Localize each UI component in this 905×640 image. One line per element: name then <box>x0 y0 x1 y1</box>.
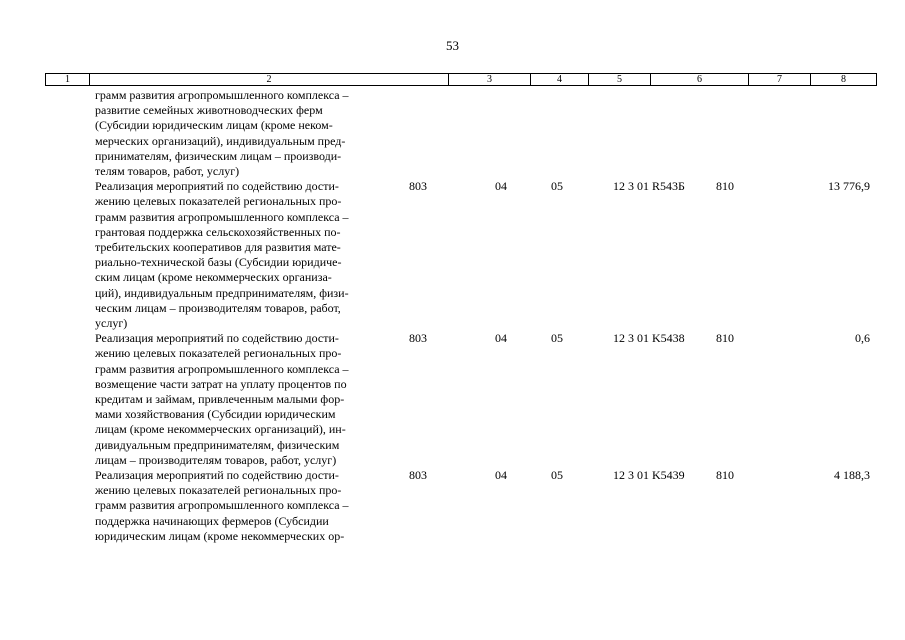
description-line: Реализация мероприятий по содействию дости- <box>95 331 339 346</box>
row-description <box>95 331 400 468</box>
description-line: Реализация мероприятий по содействию дости- <box>95 468 339 482</box>
description-line: (Субсидии юридическим лицам (кроме неком- <box>95 118 333 133</box>
cell-c4: 04 <box>495 179 507 194</box>
page-number: 53 <box>446 38 459 53</box>
cell-c7: 810 <box>716 468 734 482</box>
description-line: ческим лицам – производителям товаров, работ, <box>95 300 341 315</box>
header-col-5: 5 <box>589 74 651 85</box>
row-description <box>95 179 400 331</box>
description-line: кредитам и займам, привлеченным малыми фор- <box>95 392 345 406</box>
description-line: грантовая поддержка сельскохозяйственных по- <box>95 224 341 239</box>
cell-c6: 12 3 01 K5438 <box>613 331 685 346</box>
cell-c4: 04 <box>495 331 507 346</box>
description-line: возмещение части затрат на уплату процентов по <box>95 376 347 391</box>
description-line: лицам – производителям товаров, работ, услуг) <box>95 452 337 467</box>
cell-c7: 810 <box>716 179 734 194</box>
row-description <box>95 88 400 179</box>
cell-c5: 05 <box>551 179 563 194</box>
description-line: поддержка начинающих фермеров (Субсидии <box>95 513 329 528</box>
description-line: жению целевых показателей региональных про- <box>95 483 342 498</box>
table-header <box>45 73 877 86</box>
cell-c6: 12 3 01 K5439 <box>613 468 685 482</box>
cell-c3: 803 <box>409 331 427 346</box>
cell-c8: 4 188,3 <box>834 468 870 482</box>
description-line: грамм развития агропромышленного комплекса – <box>95 209 349 224</box>
description-line: юридическим лицам (кроме некоммерческих ор- <box>95 528 345 543</box>
cell-c6: 12 3 01 R543Б <box>613 179 685 194</box>
cell-c5: 05 <box>551 468 563 482</box>
description-line: риально-технической базы (Субсидии юридиче- <box>95 255 342 270</box>
cell-c4: 04 <box>495 468 507 482</box>
description-line: развитие семейных животноводческих ферм <box>95 103 323 118</box>
description-line: грамм развития агропромышленного комплекса – <box>95 361 349 376</box>
cell-c5: 05 <box>551 331 563 346</box>
cell-c7: 810 <box>716 331 734 346</box>
description-line: Реализация мероприятий по содействию дости- <box>95 179 339 194</box>
description-line: грамм развития агропромышленного комплекса – <box>95 88 349 102</box>
header-col-2: 2 <box>90 74 449 85</box>
cell-c8: 13 776,9 <box>828 179 870 194</box>
description-line: принимателям, физическим лицам – производи- <box>95 148 342 163</box>
description-line: дивидуальным предпринимателям, физическим <box>95 437 340 452</box>
description-line: лицам (кроме некоммерческих организаций), ин- <box>95 422 346 437</box>
header-col-3: 3 <box>449 74 531 85</box>
description-line: ским лицам (кроме некоммерческих организа- <box>95 270 332 285</box>
description-line: услуг) <box>95 316 128 331</box>
header-col-6: 6 <box>651 74 749 85</box>
description-line: телям товаров, работ, услуг) <box>95 164 240 179</box>
header-col-8: 8 <box>841 74 846 85</box>
description-line: жению целевых показателей региональных про- <box>95 346 342 361</box>
description-line: мерческих организаций), индивидуальным пред- <box>95 133 346 148</box>
cell-c8: 0,6 <box>855 331 870 346</box>
header-col-7: 7 <box>749 74 811 85</box>
cell-c3: 803 <box>409 179 427 194</box>
description-line: мами хозяйствования (Субсидии юридическим <box>95 407 336 422</box>
description-line: требительских кооперативов для развития мате- <box>95 240 341 254</box>
row-description <box>95 468 400 544</box>
cell-c3: 803 <box>409 468 427 482</box>
description-line: грамм развития агропромышленного комплекса – <box>95 498 349 513</box>
description-line: жению целевых показателей региональных про- <box>95 194 342 209</box>
description-line: ций), индивидуальным предпринимателям, физи- <box>95 285 349 300</box>
header-col-1: 1 <box>46 74 90 85</box>
header-col-4: 4 <box>531 74 589 85</box>
